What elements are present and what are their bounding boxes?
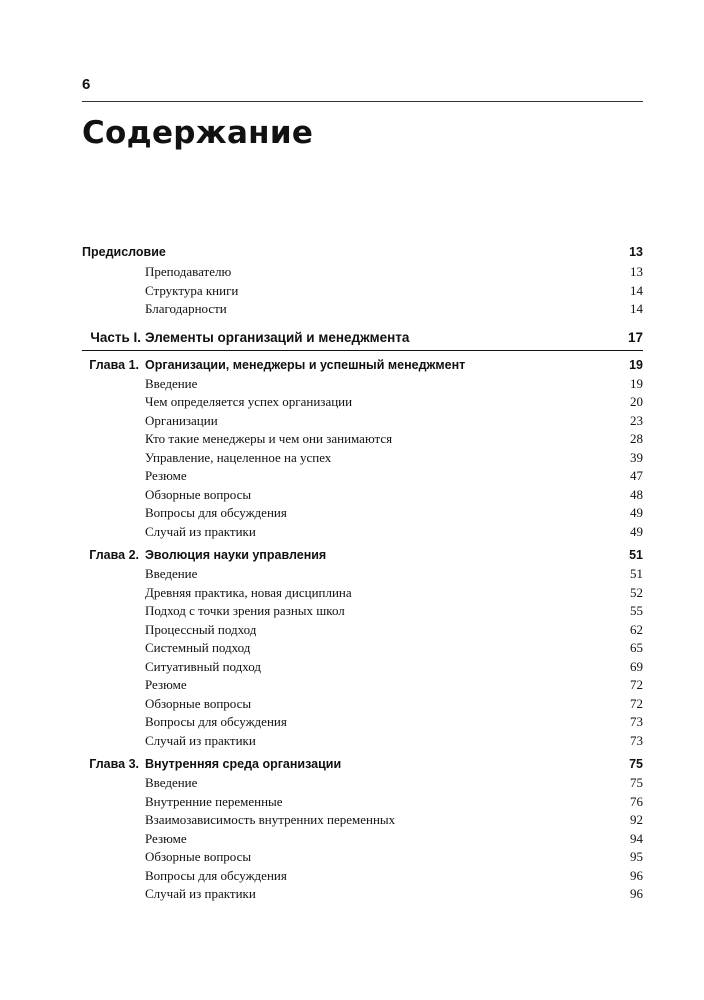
- toc-entry-title: Организации: [145, 412, 218, 428]
- toc-entry-title: Резюме: [145, 677, 187, 692]
- toc-entry[interactable]: [82, 830, 643, 849]
- toc-entry[interactable]: [82, 486, 643, 505]
- toc-entry[interactable]: [82, 658, 643, 677]
- toc-entry[interactable]: [82, 523, 643, 542]
- toc-entry-title: Подход с точки зрения разных школ: [145, 603, 345, 618]
- toc-entry-page: 49: [630, 505, 643, 520]
- toc-entry[interactable]: [82, 412, 643, 431]
- toc-entry-page: 96: [630, 886, 643, 901]
- toc-part-page: 17: [627, 329, 643, 345]
- toc-entry[interactable]: [82, 811, 643, 830]
- toc-part-heading[interactable]: [82, 326, 643, 351]
- toc-entry[interactable]: [82, 639, 643, 658]
- toc-entry[interactable]: [82, 565, 643, 584]
- toc-entry[interactable]: [82, 713, 643, 732]
- toc-entry-page: 73: [630, 732, 643, 748]
- toc-entry-page: 20: [630, 394, 643, 409]
- toc-entry-page: 49: [630, 523, 643, 539]
- toc-entry-page: 96: [630, 867, 643, 883]
- toc-entry-page: 75: [630, 775, 643, 790]
- toc-entry-title: Управление, нацеленное на успех: [145, 449, 332, 465]
- page-title: Содержание: [82, 115, 314, 151]
- toc-entry-page: 19: [630, 375, 643, 391]
- toc-entry-title: Кто такие менеджеры и чем они занимаются: [145, 431, 393, 446]
- toc-entry-title: Обзорные вопросы: [145, 486, 252, 502]
- toc-entry[interactable]: [82, 393, 643, 412]
- table-of-contents: [82, 243, 643, 904]
- toc-entry-title: Структура книги: [145, 282, 239, 298]
- toc-entry-page: 52: [630, 584, 643, 600]
- toc-entry-title: Древняя практика, новая дисциплина: [145, 584, 352, 600]
- toc-entry-page: 48: [630, 486, 643, 502]
- toc-entry[interactable]: [82, 676, 643, 695]
- toc-entry-title: Вопросы для обсуждения: [145, 867, 287, 883]
- toc-chapter-heading[interactable]: [82, 754, 643, 774]
- toc-entry-title: Введение: [145, 375, 198, 391]
- toc-entry[interactable]: [82, 848, 643, 867]
- toc-part-label: Часть I.: [90, 329, 141, 345]
- toc-entry-title: Случай из практики: [145, 886, 256, 901]
- toc-entry-title: Обзорные вопросы: [145, 849, 252, 864]
- toc-entry[interactable]: [82, 621, 643, 640]
- toc-entry[interactable]: [82, 300, 643, 319]
- toc-entry-title: Преподавателю: [145, 264, 232, 279]
- toc-entry-title: Обзорные вопросы: [145, 695, 252, 711]
- toc-entry[interactable]: [82, 263, 643, 282]
- toc-entry[interactable]: [82, 467, 643, 486]
- toc-entry-title: Резюме: [145, 830, 187, 846]
- toc-entry-title: Введение: [145, 775, 198, 790]
- toc-entry-title: Чем определяется успех организации: [145, 394, 353, 409]
- toc-entry[interactable]: [82, 867, 643, 886]
- toc-chapter-page: 51: [629, 548, 643, 562]
- toc-entry-title: Случай из практики: [145, 523, 256, 539]
- toc-entry[interactable]: [82, 793, 643, 812]
- toc-entry[interactable]: [82, 602, 643, 621]
- toc-entry-title: Процессный подход: [145, 621, 257, 637]
- toc-entry-page: 69: [630, 658, 643, 674]
- toc-entry-page: 92: [630, 812, 643, 827]
- toc-entry-title: Введение: [145, 566, 198, 581]
- toc-entry[interactable]: [82, 732, 643, 751]
- toc-chapter-label: Глава 1.: [89, 357, 139, 372]
- toc-entry[interactable]: [82, 375, 643, 394]
- toc-entry-page: 76: [630, 793, 643, 809]
- toc-entry-page: 39: [630, 449, 643, 465]
- header-rule: [82, 101, 643, 102]
- toc-entry-page: 47: [630, 468, 643, 483]
- toc-chapter-title: Организации, менеджеры и успешный менеджмент: [145, 357, 466, 372]
- toc-entry[interactable]: [82, 774, 643, 793]
- toc-chapter-title: Эволюция науки управления: [145, 548, 327, 562]
- toc-entry[interactable]: [82, 504, 643, 523]
- toc-entry-page: 94: [630, 830, 643, 846]
- toc-chapter-title: Внутренняя среда организации: [145, 757, 342, 771]
- toc-chapter-label: Глава 2.: [89, 548, 139, 562]
- toc-entry-title: Внутренние переменные: [145, 793, 283, 809]
- toc-chapter-heading[interactable]: [82, 545, 643, 565]
- toc-entry-page: 72: [630, 695, 643, 711]
- toc-entry-page: 13: [630, 264, 643, 279]
- toc-preface-heading[interactable]: [82, 243, 643, 263]
- toc-preface-page: 13: [629, 245, 643, 259]
- toc-entry-page: 72: [630, 677, 643, 692]
- toc-entry[interactable]: [82, 282, 643, 301]
- toc-entry-page: 51: [630, 566, 643, 581]
- toc-chapter-heading[interactable]: [82, 355, 643, 375]
- toc-entry-title: Вопросы для обсуждения: [145, 505, 287, 520]
- toc-entry-title: Случай из практики: [145, 732, 256, 748]
- toc-entry-page: 95: [630, 849, 643, 864]
- toc-entry-page: 73: [630, 714, 643, 729]
- toc-entry-title: Вопросы для обсуждения: [145, 714, 287, 729]
- toc-entry-title: Взаимозависимость внутренних переменных: [145, 812, 396, 827]
- toc-entry-page: 14: [630, 282, 643, 298]
- toc-entry[interactable]: [82, 449, 643, 468]
- toc-part-title: Элементы организаций и менеджмента: [145, 329, 410, 345]
- toc-chapter-label: Глава 3.: [89, 757, 139, 771]
- toc-entry-page: 28: [630, 431, 643, 446]
- toc-preface-title: Предисловие: [82, 245, 166, 259]
- toc-entry[interactable]: [82, 885, 643, 904]
- toc-entry-title: Резюме: [145, 468, 187, 483]
- toc-entry-page: 65: [630, 640, 643, 655]
- toc-entry-title: Системный подход: [145, 640, 251, 655]
- toc-chapter-page: 19: [629, 357, 643, 372]
- toc-entry-title: Ситуативный подход: [145, 658, 262, 674]
- toc-entry[interactable]: [82, 584, 643, 603]
- toc-entry[interactable]: [82, 430, 643, 449]
- toc-entry[interactable]: [82, 695, 643, 714]
- toc-entry-page: 55: [630, 603, 643, 618]
- toc-entry-title: Благодарности: [145, 301, 227, 316]
- toc-entry-page: 62: [630, 621, 643, 637]
- toc-chapter-page: 75: [629, 757, 643, 771]
- toc-entry-page: 23: [630, 412, 643, 428]
- page-number: 6: [82, 76, 91, 93]
- toc-entry-page: 14: [630, 301, 643, 316]
